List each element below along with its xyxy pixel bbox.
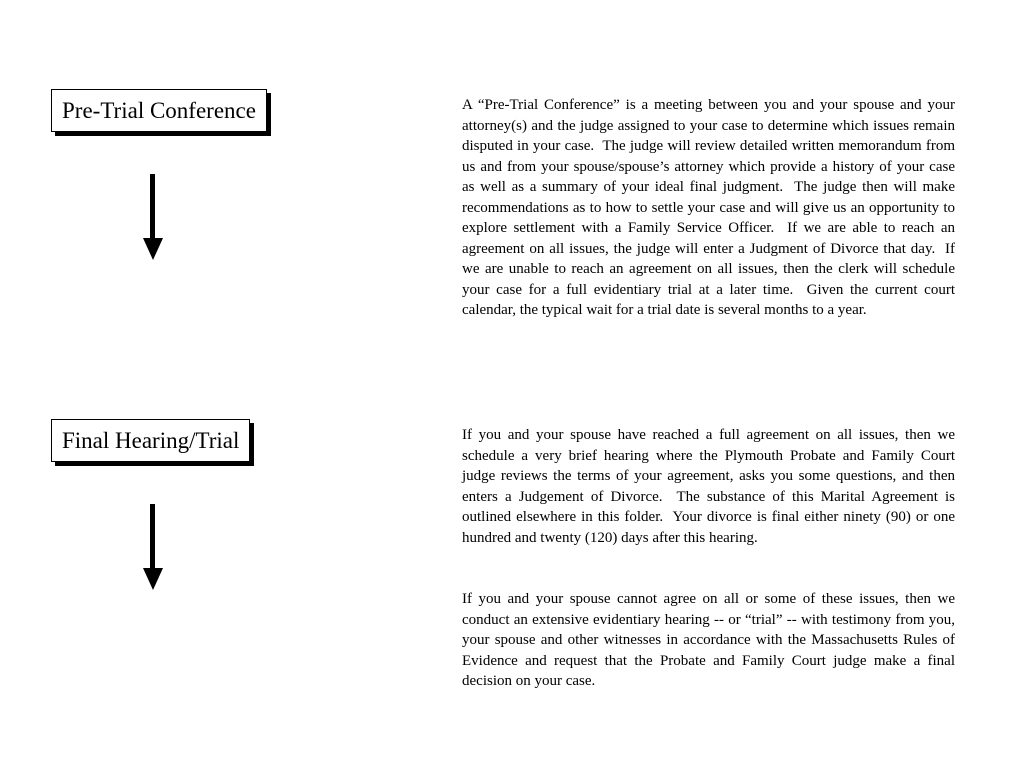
down-arrow-icon: [143, 174, 163, 260]
stage-description: A “Pre-Trial Conference” is a meeting between you and your spouse and your attorney(s) and the judge assigned to your case to determine which issues remain disputed in your case. The judge will review detailed written memorandum from us and from your spouse/spouse’s attorney which provide a history of your case as well as a summary of your ideal final judgment. The judge then will make recommendations as to how to settle your case and will give us an opportunity to explore settlement with a Family Service Officer. If we are able to reach an agreement on all issues, the judge will enter a Judgment of Divorce that day. If we are unable to reach an agreement on all issues, then the clerk will schedule your case for a full evidentiary trial at a later time. Given the current court calendar, the typical wait for a trial date is several months to a year.: [462, 97, 959, 318]
stage-title: Pre-Trial Conference: [62, 98, 256, 123]
stage-box-final-hearing-trial: [51, 419, 250, 462]
stage-description: If you and your spouse cannot agree on all or some of these issues, then we conduct an extensive evidentiary hearing -- or “trial” -- with testimony from you, your spouse and other witnesses in accordance with the Massachusetts Rules of Evidence and request that the Probate and Family Court judge make a final decision on your case.: [462, 591, 959, 689]
stage-box-pretrial-conference: [51, 89, 267, 132]
stage-title: Final Hearing/Trial: [62, 428, 240, 453]
down-arrow-icon: [143, 504, 163, 590]
stage-description: If you and your spouse have reached a full agreement on all issues, then we schedule a very brief hearing where the Plymouth Probate and Family Court judge reviews the terms of your agreement, asks you some questions, and then enters a Judgement of Divorce. The substance of this Marital Agreement is outlined elsewhere in this folder. Your divorce is final either ninety (90) or one hundred and twenty (120) days after this hearing.: [462, 427, 959, 546]
